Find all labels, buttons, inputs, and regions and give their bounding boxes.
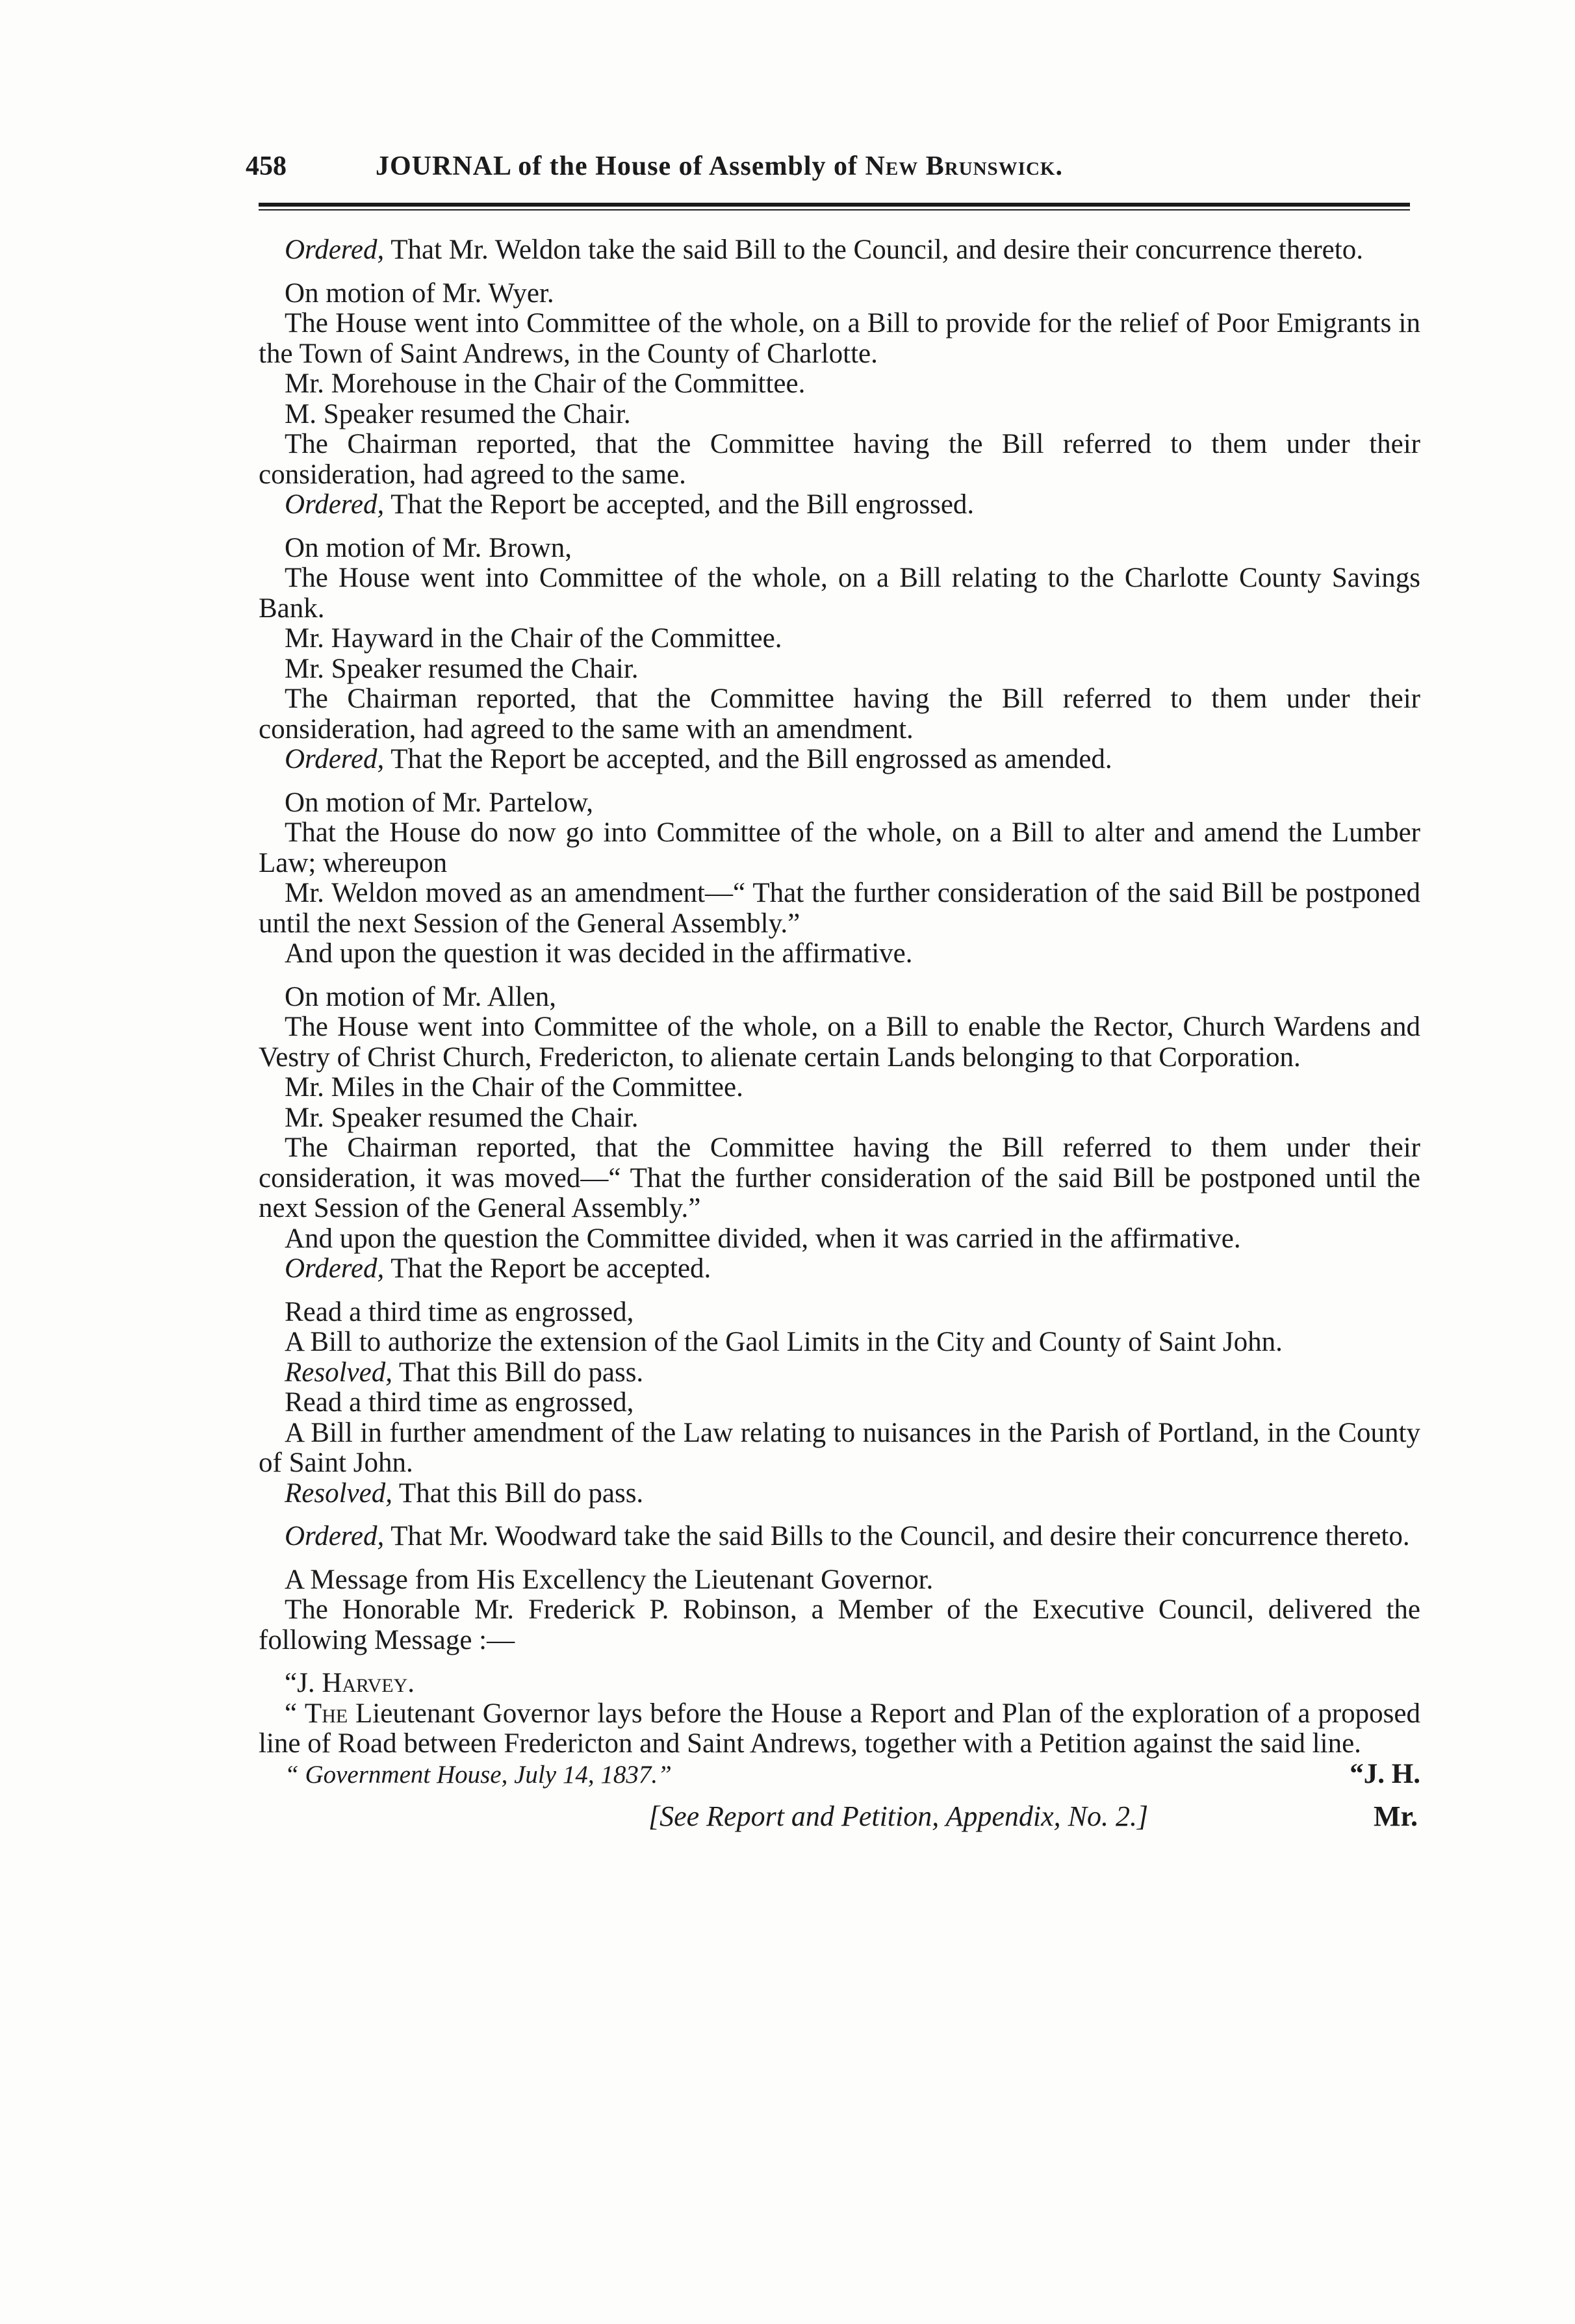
paragraph-text: That Mr. Woodward take the said Bills to the Council, and desire their concurrence thereto. — [384, 1521, 1410, 1551]
paragraph-text: The Chairman reported, that the Committee having the Bill referred to them under their consideration, had agreed to the same with an amendment. — [259, 683, 1420, 745]
message-text: Lieutenant Governor lays before the House a Report and Plan of the exploration of a proposed line of Road between Fredericton and Saint Andrews, together with a Petition against the said line. — [259, 1698, 1420, 1759]
paragraph-text: A Bill in further amendment of the Law relating to nuisances in the Parish of Portland, in the County of Saint John. — [259, 1417, 1420, 1478]
journal-paragraph — [259, 624, 1420, 654]
header-rule-thin — [259, 209, 1410, 211]
message-first-word: The — [304, 1698, 348, 1729]
page-header — [246, 147, 1422, 186]
paragraph-lead-word: Ordered, — [285, 1253, 385, 1284]
paragraph-text: The House went into Committee of the whole, on a Bill relating to the Charlotte County Savings Bank. — [259, 563, 1420, 624]
paragraph-text: Mr. Morehouse in the Chair of the Committee. — [285, 368, 806, 399]
dateline-text: “ Government House, July 14, 1837.” — [285, 1760, 672, 1789]
journal-paragraph — [259, 1327, 1420, 1358]
journal-paragraph — [259, 1418, 1420, 1479]
message-open-quote: “ — [285, 1698, 305, 1729]
journal-paragraph — [259, 533, 1420, 564]
paragraph-text: That the House do now go into Committee of the whole, on a Bill to alter and amend the Lumber Law; whereupon — [259, 817, 1420, 878]
running-title — [376, 147, 1063, 186]
signature-text: “J. Harvey. — [285, 1668, 415, 1698]
paragraph-lead-word: Ordered, — [285, 235, 385, 265]
paragraph-text: Mr. Hayward in the Chair of the Committee. — [285, 623, 782, 654]
paragraph-text: M. Speaker resumed the Chair. — [285, 398, 631, 429]
journal-paragraph — [259, 1133, 1420, 1224]
page-number: 458 — [246, 151, 287, 181]
paragraph-text: Mr. Miles in the Chair of the Committee. — [285, 1072, 743, 1103]
journal-body — [259, 235, 1420, 1842]
catchword: Mr. — [1373, 1800, 1418, 1832]
paragraph-lead-word: Ordered, — [285, 489, 385, 520]
paragraph-text: Mr. Speaker resumed the Chair. — [285, 1102, 639, 1133]
journal-paragraph — [259, 1565, 1420, 1596]
running-title-province: New Brunswick. — [865, 151, 1063, 181]
journal-paragraph — [259, 1103, 1420, 1134]
journal-paragraph — [259, 982, 1420, 1013]
journal-paragraph — [259, 1254, 1420, 1284]
paragraph-text: And upon the question it was decided in the affirmative. — [285, 938, 913, 969]
journal-paragraph — [259, 309, 1420, 369]
journal-paragraph — [259, 788, 1420, 819]
paragraph-text: A Bill to authorize the extension of the Gaol Limits in the City and County of Saint John. — [285, 1327, 1283, 1357]
paragraph-text: Mr. Speaker resumed the Chair. — [285, 653, 639, 684]
paragraph-text: That the Report be accepted, and the Bill engrossed. — [384, 489, 975, 520]
paragraph-text: And upon the question the Committee divided, when it was carried in the affirmative. — [285, 1223, 1241, 1254]
paragraph-list — [259, 235, 1420, 1655]
paragraph-text: The House went into Committee of the whole, on a Bill to enable the Rector, Church Wardens and Vestry of Christ Church, Fredericton, to alienate certain Lands belonging to that Corporation. — [259, 1012, 1420, 1073]
journal-paragraph — [259, 878, 1420, 939]
paragraph-text: Read a third time as engrossed, — [285, 1296, 634, 1327]
journal-paragraph — [259, 939, 1420, 969]
paragraph-text: That the Report be accepted. — [384, 1253, 711, 1284]
paragraph-text: That this Bill do pass. — [392, 1477, 644, 1509]
paragraph-text: The Chairman reported, that the Committee having the Bill referred to them under their consideration, it was moved—“ That the further consideration of the said Bill be postponed until the next Session of the General Assembly.” — [259, 1132, 1420, 1223]
journal-paragraph — [259, 235, 1420, 266]
paragraph-text: That this Bill do pass. — [392, 1357, 644, 1388]
paragraph-text: A Message from His Excellency the Lieutenant Governor. — [285, 1564, 934, 1595]
journal-paragraph — [259, 1297, 1420, 1328]
journal-paragraph — [259, 745, 1420, 775]
journal-paragraph — [259, 1522, 1420, 1552]
paragraph-text: The House went into Committee of the whole, on a Bill to provide for the relief of Poor Emigrants in the Town of Saint Andrews, in the County of Charlotte. — [259, 308, 1420, 369]
journal-paragraph — [259, 1012, 1420, 1073]
paragraph-lead-word: Resolved, — [285, 1357, 392, 1388]
journal-paragraph — [259, 818, 1420, 878]
header-rule-thick — [259, 203, 1410, 207]
paragraph-text: On motion of Mr. Allen, — [285, 981, 557, 1012]
journal-paragraph — [259, 1479, 1420, 1509]
journal-paragraph — [259, 1073, 1420, 1103]
journal-paragraph — [259, 429, 1420, 490]
paragraph-lead-word: Ordered, — [285, 1521, 385, 1551]
journal-paragraph — [259, 490, 1420, 520]
paragraph-text: On motion of Mr. Brown, — [285, 532, 572, 563]
journal-paragraph — [259, 1388, 1420, 1418]
paragraph-text: That the Report be accepted, and the Bill engrossed as amended. — [384, 744, 1112, 774]
paragraph-text: The Honorable Mr. Frederick P. Robinson, a Member of the Executive Council, delivered the following Message :— — [259, 1594, 1420, 1655]
journal-paragraph — [259, 369, 1420, 400]
paragraph-text: On motion of Mr. Partelow, — [285, 787, 593, 818]
journal-paragraph — [259, 654, 1420, 685]
paragraph-text: The Chairman reported, that the Committee having the Bill referred to them under their consideration, had agreed to the same. — [259, 429, 1420, 490]
paragraph-text: Mr. Weldon moved as an amendment—“ That the further consideration of the said Bill be postponed until the next Session of the General Assembly.” — [259, 878, 1420, 939]
journal-paragraph — [259, 1224, 1420, 1255]
appendix-reference-line — [259, 1802, 1420, 1842]
journal-paragraph — [259, 1358, 1420, 1388]
paragraph-lead-word: Ordered, — [285, 744, 385, 774]
journal-paragraph — [259, 563, 1420, 624]
appendix-reference: [See Report and Petition, Appendix, No. 2.] — [648, 1800, 1149, 1832]
signature-opening — [259, 1668, 1420, 1699]
dateline — [259, 1759, 1420, 1791]
journal-paragraph — [259, 279, 1420, 309]
journal-paragraph — [259, 684, 1420, 745]
running-title-main: JOURNAL of the House of Assembly of — [376, 151, 865, 181]
paragraph-text: That Mr. Weldon take the said Bill to the Council, and desire their concurrence thereto. — [384, 235, 1363, 265]
journal-paragraph — [259, 400, 1420, 430]
journal-paragraph — [259, 1595, 1420, 1655]
paragraph-lead-word: Resolved, — [285, 1477, 392, 1509]
paragraph-text: On motion of Mr. Wyer. — [285, 277, 554, 309]
message-initials: “J. H. — [1350, 1758, 1420, 1789]
paragraph-text: Read a third time as engrossed, — [285, 1387, 634, 1418]
